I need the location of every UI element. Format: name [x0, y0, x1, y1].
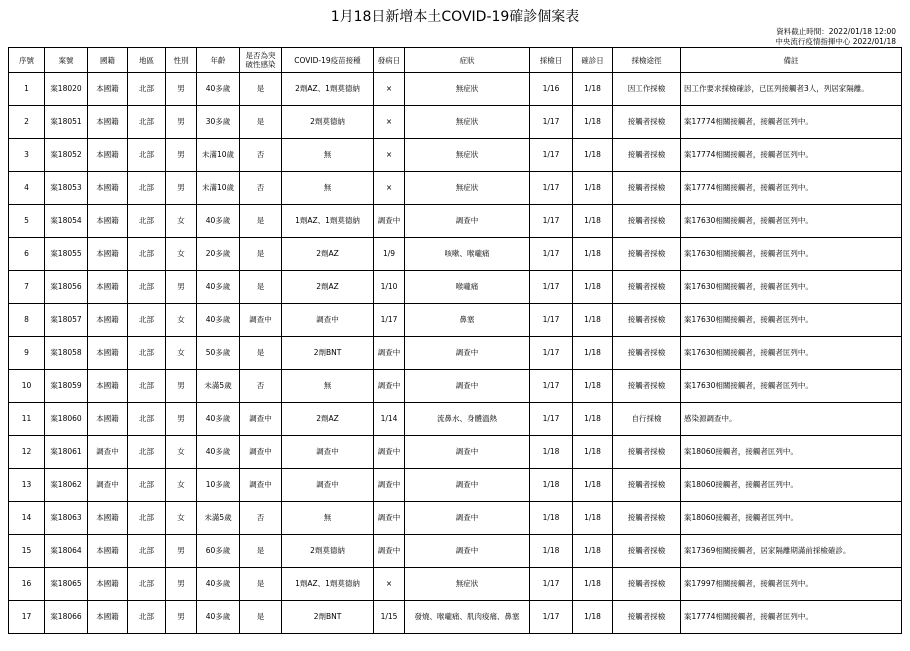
- symptoms-cell: 調查中: [405, 469, 530, 502]
- confirm-date-cell: 1/18: [573, 535, 613, 568]
- confirm-date-cell: 1/18: [573, 568, 613, 601]
- test-date-cell: 1/18: [530, 502, 573, 535]
- vaccine-cell: 調查中: [282, 469, 374, 502]
- test-route-cell: 接觸者採檢: [613, 601, 681, 634]
- symptoms-cell: 無症狀: [405, 172, 530, 205]
- case-no-cell: 案18065: [45, 568, 88, 601]
- nationality-cell: 本國籍: [88, 304, 128, 337]
- nationality-cell: 本國籍: [88, 73, 128, 106]
- symptoms-cell: 調查中: [405, 205, 530, 238]
- sex-cell: 女: [166, 469, 197, 502]
- test-route-cell: 接觸者採檢: [613, 502, 681, 535]
- seq-cell: 11: [9, 403, 45, 436]
- onset-date-cell: 1/9: [374, 238, 405, 271]
- breakthrough-cell: 調查中: [240, 403, 282, 436]
- breakthrough-cell: 是: [240, 205, 282, 238]
- col-header-breakthrough: 是否為突破性感染: [240, 48, 282, 73]
- breakthrough-cell: 是: [240, 568, 282, 601]
- nationality-cell: 本國籍: [88, 106, 128, 139]
- sex-cell: 男: [166, 535, 197, 568]
- nationality-cell: 本國籍: [88, 601, 128, 634]
- table-row: [9, 73, 902, 106]
- test-route-cell: 接觸者採檢: [613, 370, 681, 403]
- notes-cell: 案17774相關接觸者，接觸者匡列中。: [681, 601, 902, 634]
- seq-cell: 9: [9, 337, 45, 370]
- col-header-nationality: 國籍: [88, 48, 128, 73]
- onset-date-cell: 調查中: [374, 469, 405, 502]
- case-no-cell: 案18051: [45, 106, 88, 139]
- sex-cell: 男: [166, 172, 197, 205]
- breakthrough-cell: 是: [240, 73, 282, 106]
- table-row: [9, 238, 902, 271]
- region-cell: 北部: [128, 106, 166, 139]
- vaccine-cell: 2劑BNT: [282, 337, 374, 370]
- onset-date-cell: 調查中: [374, 205, 405, 238]
- breakthrough-cell: 是: [240, 337, 282, 370]
- symptoms-cell: 無症狀: [405, 568, 530, 601]
- symptoms-cell: 調查中: [405, 436, 530, 469]
- nationality-cell: 本國籍: [88, 172, 128, 205]
- col-header-seq: 序號: [9, 48, 45, 73]
- col-header-sex: 性別: [166, 48, 197, 73]
- symptoms-cell: 鼻塞: [405, 304, 530, 337]
- onset-date-cell: 調查中: [374, 337, 405, 370]
- region-cell: 北部: [128, 403, 166, 436]
- confirm-date-cell: 1/18: [573, 139, 613, 172]
- nationality-cell: 本國籍: [88, 535, 128, 568]
- table-row: [9, 172, 902, 205]
- vaccine-cell: 無: [282, 370, 374, 403]
- symptoms-cell: 無症狀: [405, 106, 530, 139]
- table-row: [9, 403, 902, 436]
- breakthrough-cell: 是: [240, 271, 282, 304]
- test-route-cell: 接觸者採檢: [613, 139, 681, 172]
- test-date-cell: 1/17: [530, 337, 573, 370]
- confirm-date-cell: 1/18: [573, 304, 613, 337]
- age-cell: 20多歲: [197, 238, 240, 271]
- table-row: [9, 370, 902, 403]
- table-row: [9, 205, 902, 238]
- table-row: [9, 436, 902, 469]
- vaccine-cell: 2劑AZ: [282, 238, 374, 271]
- seq-cell: 5: [9, 205, 45, 238]
- breakthrough-cell: 調查中: [240, 469, 282, 502]
- test-route-cell: 接觸者採檢: [613, 271, 681, 304]
- test-date-cell: 1/16: [530, 73, 573, 106]
- region-cell: 北部: [128, 535, 166, 568]
- symptoms-cell: 無症狀: [405, 139, 530, 172]
- seq-cell: 13: [9, 469, 45, 502]
- region-cell: 北部: [128, 436, 166, 469]
- nationality-cell: 本國籍: [88, 370, 128, 403]
- region-cell: 北部: [128, 568, 166, 601]
- test-route-cell: 接觸者採檢: [613, 337, 681, 370]
- age-cell: 60多歲: [197, 535, 240, 568]
- confirm-date-cell: 1/18: [573, 502, 613, 535]
- onset-date-cell: 調查中: [374, 535, 405, 568]
- age-cell: 未滿10歲: [197, 139, 240, 172]
- col-header-case-no: 案號: [45, 48, 88, 73]
- onset-date-cell: ×: [374, 139, 405, 172]
- vaccine-cell: 調查中: [282, 436, 374, 469]
- region-cell: 北部: [128, 601, 166, 634]
- seq-cell: 6: [9, 238, 45, 271]
- notes-cell: 案18060接觸者，接觸者匡列中。: [681, 469, 902, 502]
- age-cell: 40多歲: [197, 436, 240, 469]
- vaccine-cell: 2劑BNT: [282, 601, 374, 634]
- seq-cell: 10: [9, 370, 45, 403]
- onset-date-cell: ×: [374, 106, 405, 139]
- age-cell: 40多歲: [197, 403, 240, 436]
- col-header-test-route: 採檢途徑: [613, 48, 681, 73]
- nationality-cell: 調查中: [88, 469, 128, 502]
- seq-cell: 12: [9, 436, 45, 469]
- notes-cell: 案17630相關接觸者，接觸者匡列中。: [681, 238, 902, 271]
- case-no-cell: 案18052: [45, 139, 88, 172]
- seq-cell: 17: [9, 601, 45, 634]
- nationality-cell: 本國籍: [88, 403, 128, 436]
- test-date-cell: 1/18: [530, 535, 573, 568]
- sex-cell: 女: [166, 238, 197, 271]
- confirm-date-cell: 1/18: [573, 601, 613, 634]
- confirm-date-cell: 1/18: [573, 238, 613, 271]
- region-cell: 北部: [128, 469, 166, 502]
- age-cell: 未滿5歲: [197, 370, 240, 403]
- test-date-cell: 1/17: [530, 139, 573, 172]
- onset-date-cell: ×: [374, 73, 405, 106]
- vaccine-cell: 無: [282, 139, 374, 172]
- notes-cell: 案17774相關接觸者，接觸者匡列中。: [681, 106, 902, 139]
- table-row: [9, 535, 902, 568]
- notes-cell: 案17630相關接觸者，接觸者匡列中。: [681, 304, 902, 337]
- sex-cell: 男: [166, 370, 197, 403]
- sex-cell: 男: [166, 139, 197, 172]
- notes-cell: 案18060接觸者，接觸者匡列中。: [681, 436, 902, 469]
- col-header-vaccine: COVID-19疫苗接種: [282, 48, 374, 73]
- age-cell: 40多歲: [197, 601, 240, 634]
- region-cell: 北部: [128, 271, 166, 304]
- notes-cell: 案17774相關接觸者，接觸者匡列中。: [681, 139, 902, 172]
- table-row: [9, 502, 902, 535]
- sex-cell: 女: [166, 502, 197, 535]
- case-no-cell: 案18062: [45, 469, 88, 502]
- seq-cell: 16: [9, 568, 45, 601]
- table-row: [9, 271, 902, 304]
- onset-date-cell: ×: [374, 568, 405, 601]
- confirm-date-cell: 1/18: [573, 106, 613, 139]
- age-cell: 50多歲: [197, 337, 240, 370]
- col-header-confirm-date: 確診日: [573, 48, 613, 73]
- data-cutoff-time: 資料截止時間：2022/01/18 12:00: [776, 27, 896, 36]
- confirm-date-cell: 1/18: [573, 205, 613, 238]
- sex-cell: 男: [166, 568, 197, 601]
- region-cell: 北部: [128, 502, 166, 535]
- region-cell: 北部: [128, 139, 166, 172]
- onset-date-cell: 1/10: [374, 271, 405, 304]
- age-cell: 40多歲: [197, 568, 240, 601]
- case-no-cell: 案18061: [45, 436, 88, 469]
- notes-cell: 案17630相關接觸者，接觸者匡列中。: [681, 337, 902, 370]
- nationality-cell: 本國籍: [88, 139, 128, 172]
- sex-cell: 女: [166, 205, 197, 238]
- test-route-cell: 接觸者採檢: [613, 106, 681, 139]
- vaccine-cell: 2劑莫德納: [282, 106, 374, 139]
- col-header-onset-date: 發病日: [374, 48, 405, 73]
- symptoms-cell: 流鼻水、身體溫熱: [405, 403, 530, 436]
- sex-cell: 女: [166, 304, 197, 337]
- onset-date-cell: 1/15: [374, 601, 405, 634]
- test-route-cell: 接觸者採檢: [613, 304, 681, 337]
- table-row: [9, 139, 902, 172]
- confirm-date-cell: 1/18: [573, 271, 613, 304]
- age-cell: 30多歲: [197, 106, 240, 139]
- seq-cell: 1: [9, 73, 45, 106]
- region-cell: 北部: [128, 370, 166, 403]
- notes-cell: 案17630相關接觸者，接觸者匡列中。: [681, 370, 902, 403]
- test-date-cell: 1/18: [530, 436, 573, 469]
- notes-cell: 案17630相關接觸者，接觸者匡列中。: [681, 271, 902, 304]
- test-date-cell: 1/17: [530, 568, 573, 601]
- sex-cell: 男: [166, 73, 197, 106]
- seq-cell: 4: [9, 172, 45, 205]
- case-no-cell: 案18064: [45, 535, 88, 568]
- nationality-cell: 本國籍: [88, 568, 128, 601]
- symptoms-cell: 調查中: [405, 502, 530, 535]
- age-cell: 40多歲: [197, 271, 240, 304]
- symptoms-cell: 調查中: [405, 535, 530, 568]
- case-no-cell: 案18053: [45, 172, 88, 205]
- table-row: [9, 568, 902, 601]
- confirm-date-cell: 1/18: [573, 172, 613, 205]
- table-row: [9, 304, 902, 337]
- nationality-cell: 本國籍: [88, 271, 128, 304]
- col-header-symptoms: 症狀: [405, 48, 530, 73]
- vaccine-cell: 2劑AZ: [282, 403, 374, 436]
- breakthrough-cell: 是: [240, 106, 282, 139]
- age-cell: 40多歲: [197, 304, 240, 337]
- test-date-cell: 1/18: [530, 469, 573, 502]
- age-cell: 未滿10歲: [197, 172, 240, 205]
- test-date-cell: 1/17: [530, 106, 573, 139]
- case-table: [8, 47, 902, 634]
- vaccine-cell: 調查中: [282, 304, 374, 337]
- sex-cell: 男: [166, 271, 197, 304]
- breakthrough-cell: 調查中: [240, 436, 282, 469]
- seq-cell: 15: [9, 535, 45, 568]
- onset-date-cell: 調查中: [374, 436, 405, 469]
- nationality-cell: 本國籍: [88, 502, 128, 535]
- test-date-cell: 1/17: [530, 172, 573, 205]
- test-route-cell: 接觸者採檢: [613, 436, 681, 469]
- confirm-date-cell: 1/18: [573, 73, 613, 106]
- test-route-cell: 接觸者採檢: [613, 172, 681, 205]
- case-no-cell: 案18054: [45, 205, 88, 238]
- vaccine-cell: 1劑AZ、1劑莫德納: [282, 205, 374, 238]
- case-no-cell: 案18058: [45, 337, 88, 370]
- breakthrough-cell: 是: [240, 601, 282, 634]
- sex-cell: 男: [166, 403, 197, 436]
- sex-cell: 男: [166, 106, 197, 139]
- test-route-cell: 接觸者採檢: [613, 238, 681, 271]
- test-route-cell: 接觸者採檢: [613, 205, 681, 238]
- region-cell: 北部: [128, 73, 166, 106]
- age-cell: 40多歲: [197, 205, 240, 238]
- case-no-cell: 案18057: [45, 304, 88, 337]
- report-meta: [775, 27, 896, 47]
- age-cell: 未滿5歲: [197, 502, 240, 535]
- test-route-cell: 自行採檢: [613, 403, 681, 436]
- confirm-date-cell: 1/18: [573, 403, 613, 436]
- onset-date-cell: ×: [374, 172, 405, 205]
- test-date-cell: 1/17: [530, 238, 573, 271]
- notes-cell: 感染源調查中。: [681, 403, 902, 436]
- test-date-cell: 1/17: [530, 304, 573, 337]
- col-header-test-date: 採檢日: [530, 48, 573, 73]
- vaccine-cell: 2劑AZ、1劑莫德納: [282, 73, 374, 106]
- test-date-cell: 1/17: [530, 601, 573, 634]
- notes-cell: 案17630相關接觸者，接觸者匡列中。: [681, 205, 902, 238]
- table-row: [9, 469, 902, 502]
- table-header: [9, 48, 902, 73]
- case-no-cell: 案18063: [45, 502, 88, 535]
- seq-cell: 14: [9, 502, 45, 535]
- symptoms-cell: 調查中: [405, 337, 530, 370]
- sex-cell: 女: [166, 436, 197, 469]
- page-title: 1月18日新增本土COVID-19確診個案表: [330, 9, 580, 25]
- table-body: [9, 73, 902, 634]
- symptoms-cell: 無症狀: [405, 73, 530, 106]
- case-no-cell: 案18059: [45, 370, 88, 403]
- breakthrough-cell: 否: [240, 370, 282, 403]
- region-cell: 北部: [128, 337, 166, 370]
- test-route-cell: 接觸者採檢: [613, 469, 681, 502]
- breakthrough-cell: 否: [240, 172, 282, 205]
- table-row: [9, 106, 902, 139]
- nationality-cell: 本國籍: [88, 238, 128, 271]
- table-row: [9, 337, 902, 370]
- nationality-cell: 調查中: [88, 436, 128, 469]
- symptoms-cell: 調查中: [405, 370, 530, 403]
- onset-date-cell: 調查中: [374, 502, 405, 535]
- age-cell: 10多歲: [197, 469, 240, 502]
- seq-cell: 2: [9, 106, 45, 139]
- breakthrough-cell: 調查中: [240, 304, 282, 337]
- test-date-cell: 1/17: [530, 271, 573, 304]
- vaccine-cell: 1劑AZ、1劑莫德納: [282, 568, 374, 601]
- region-cell: 北部: [128, 304, 166, 337]
- seq-cell: 3: [9, 139, 45, 172]
- confirm-date-cell: 1/18: [573, 436, 613, 469]
- case-no-cell: 案18056: [45, 271, 88, 304]
- seq-cell: 8: [9, 304, 45, 337]
- col-header-region: 地區: [128, 48, 166, 73]
- table-row: [9, 601, 902, 634]
- confirm-date-cell: 1/18: [573, 337, 613, 370]
- test-date-cell: 1/17: [530, 205, 573, 238]
- region-cell: 北部: [128, 238, 166, 271]
- notes-cell: 案17774相關接觸者，接觸者匡列中。: [681, 172, 902, 205]
- onset-date-cell: 1/17: [374, 304, 405, 337]
- vaccine-cell: 2劑AZ: [282, 271, 374, 304]
- breakthrough-cell: 是: [240, 535, 282, 568]
- test-route-cell: 接觸者採檢: [613, 535, 681, 568]
- symptoms-cell: 發燒、喉嚨痛、肌肉痠痛、鼻塞: [405, 601, 530, 634]
- breakthrough-cell: 是: [240, 238, 282, 271]
- sex-cell: 男: [166, 601, 197, 634]
- notes-cell: 因工作要求採檢確診，已匡列接觸者3人，列居家隔離。: [681, 73, 902, 106]
- header-row: [9, 48, 902, 73]
- notes-cell: 案17997相關接觸者，接觸者匡列中。: [681, 568, 902, 601]
- breakthrough-cell: 否: [240, 139, 282, 172]
- symptoms-cell: 咳嗽、喉嚨痛: [405, 238, 530, 271]
- test-date-cell: 1/17: [530, 370, 573, 403]
- case-no-cell: 案18020: [45, 73, 88, 106]
- symptoms-cell: 喉嚨痛: [405, 271, 530, 304]
- nationality-cell: 本國籍: [88, 205, 128, 238]
- case-no-cell: 案18055: [45, 238, 88, 271]
- case-no-cell: 案18066: [45, 601, 88, 634]
- region-cell: 北部: [128, 172, 166, 205]
- vaccine-cell: 2劑莫德納: [282, 535, 374, 568]
- confirm-date-cell: 1/18: [573, 370, 613, 403]
- col-header-age: 年齡: [197, 48, 240, 73]
- vaccine-cell: 無: [282, 172, 374, 205]
- vaccine-cell: 無: [282, 502, 374, 535]
- test-date-cell: 1/17: [530, 403, 573, 436]
- notes-cell: 案18060接觸者，接觸者匡列中。: [681, 502, 902, 535]
- onset-date-cell: 1/14: [374, 403, 405, 436]
- test-route-cell: 接觸者採檢: [613, 568, 681, 601]
- data-source: 中央流行疫情指揮中心 2022/01/18: [775, 37, 896, 46]
- age-cell: 40多歲: [197, 73, 240, 106]
- sex-cell: 女: [166, 337, 197, 370]
- notes-cell: 案17369相關接觸者，居家隔離期滿前採檢確診。: [681, 535, 902, 568]
- region-cell: 北部: [128, 205, 166, 238]
- confirm-date-cell: 1/18: [573, 469, 613, 502]
- breakthrough-cell: 否: [240, 502, 282, 535]
- onset-date-cell: 調查中: [374, 370, 405, 403]
- case-no-cell: 案18060: [45, 403, 88, 436]
- col-header-notes: 備註: [681, 48, 902, 73]
- seq-cell: 7: [9, 271, 45, 304]
- test-route-cell: 因工作採檢: [613, 73, 681, 106]
- nationality-cell: 本國籍: [88, 337, 128, 370]
